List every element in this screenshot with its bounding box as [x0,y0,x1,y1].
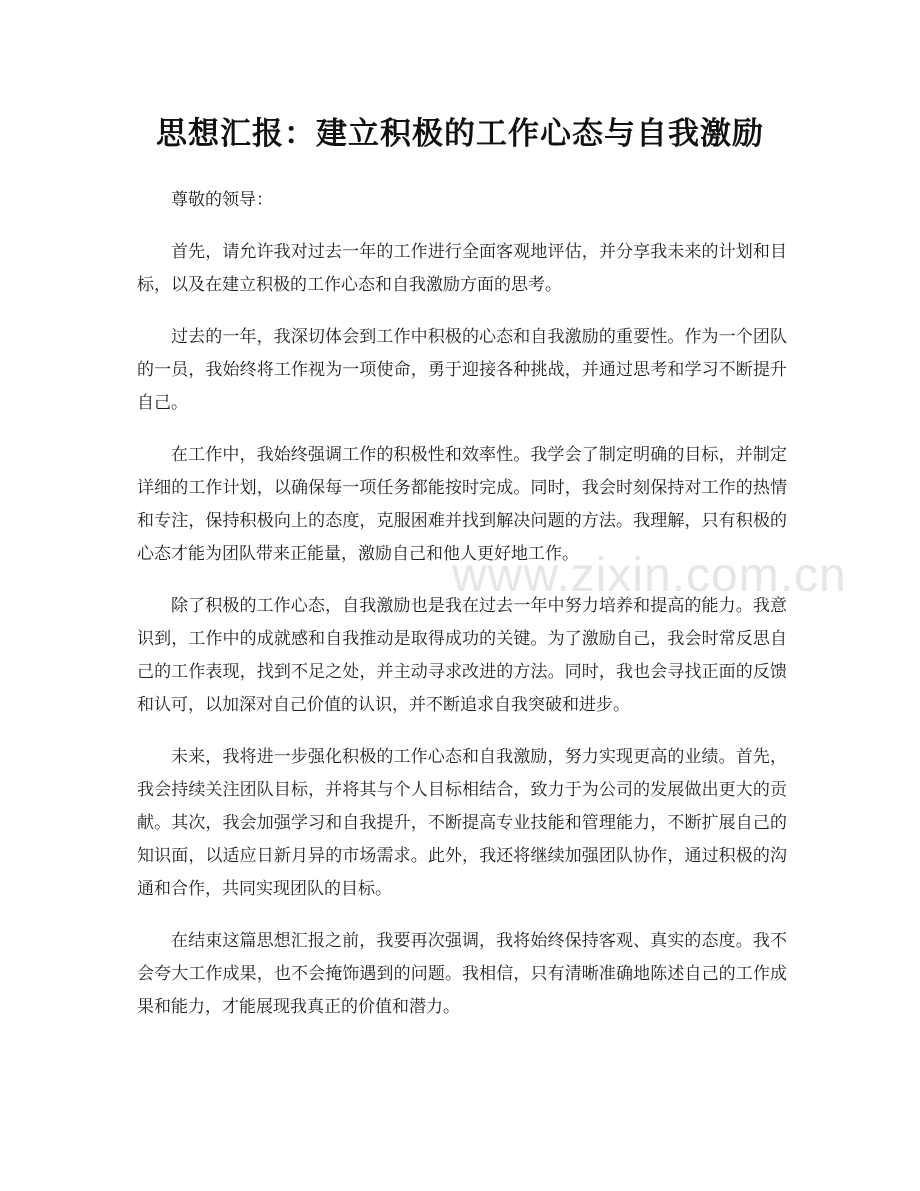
paragraph: 过去的一年，我深切体会到工作中积极的心态和自我激励的重要性。作为一个团队的一员，我始终将工作视为一项使命，勇于迎接各种挑战，并通过思考和学习不断提升自己。 [137,327,787,413]
paragraph: 除了积极的工作心态，自我激励也是我在过去一年中努力培养和提高的能力。我意识到，工作中的成就感和自我推动是取得成功的关键。为了激励自己，我会时常反思自己的工作表现，找到不足之处，并主动寻求改进的方法。同时，我也会寻找正面的反馈和认可，以加深对自己价值的认识，并不断追求自我突破和进步。 [137,596,787,715]
watermark: www.zixin.com.cn [452,549,847,602]
paragraph: 在工作中，我始终强调工作的积极性和效率性。我学会了制定明确的目标，并制定详细的工作计划，以确保每一项任务都能按时完成。同时，我会时刻保持对工作的热情和专注，保持积极向上的态度，克服困难并找到解决问题的方法。我理解，只有积极的心态才能为团队带来正能量，激励自己和他人更好地工作。 [137,445,787,564]
paragraph: 在结束这篇思想汇报之前，我要再次强调，我将始终保持客观、真实的态度。我不会夸大工作成果，也不会掩饰遇到的问题。我相信，只有清晰准确地陈述自己的工作成果和能力，才能展现我真正的价值和潜力。 [137,931,787,1017]
paragraph: 未来，我将进一步强化积极的工作心态和自我激励，努力实现更高的业绩。首先，我会持续关注团队目标，并将其与个人目标相结合，致力于为公司的发展做出更大的贡献。其次，我会加强学习和自我提升，不断提高专业技能和管理能力，不断扩展自己的知识面，以适应日新月异的市场需求。此外，我还将继续加强团队协作，通过积极的沟通和合作，共同实现团队的目标。 [137,747,787,899]
paragraph: 首先，请允许我对过去一年的工作进行全面客观地评估，并分享我未来的计划和目标，以及在建立积极的工作心态和自我激励方面的思考。 [137,242,787,295]
page-title: 思想汇报：建立积极的工作心态与自我激励 [156,116,764,152]
document-body [137,184,787,1043]
salutation: 尊敬的领导： [171,190,273,210]
